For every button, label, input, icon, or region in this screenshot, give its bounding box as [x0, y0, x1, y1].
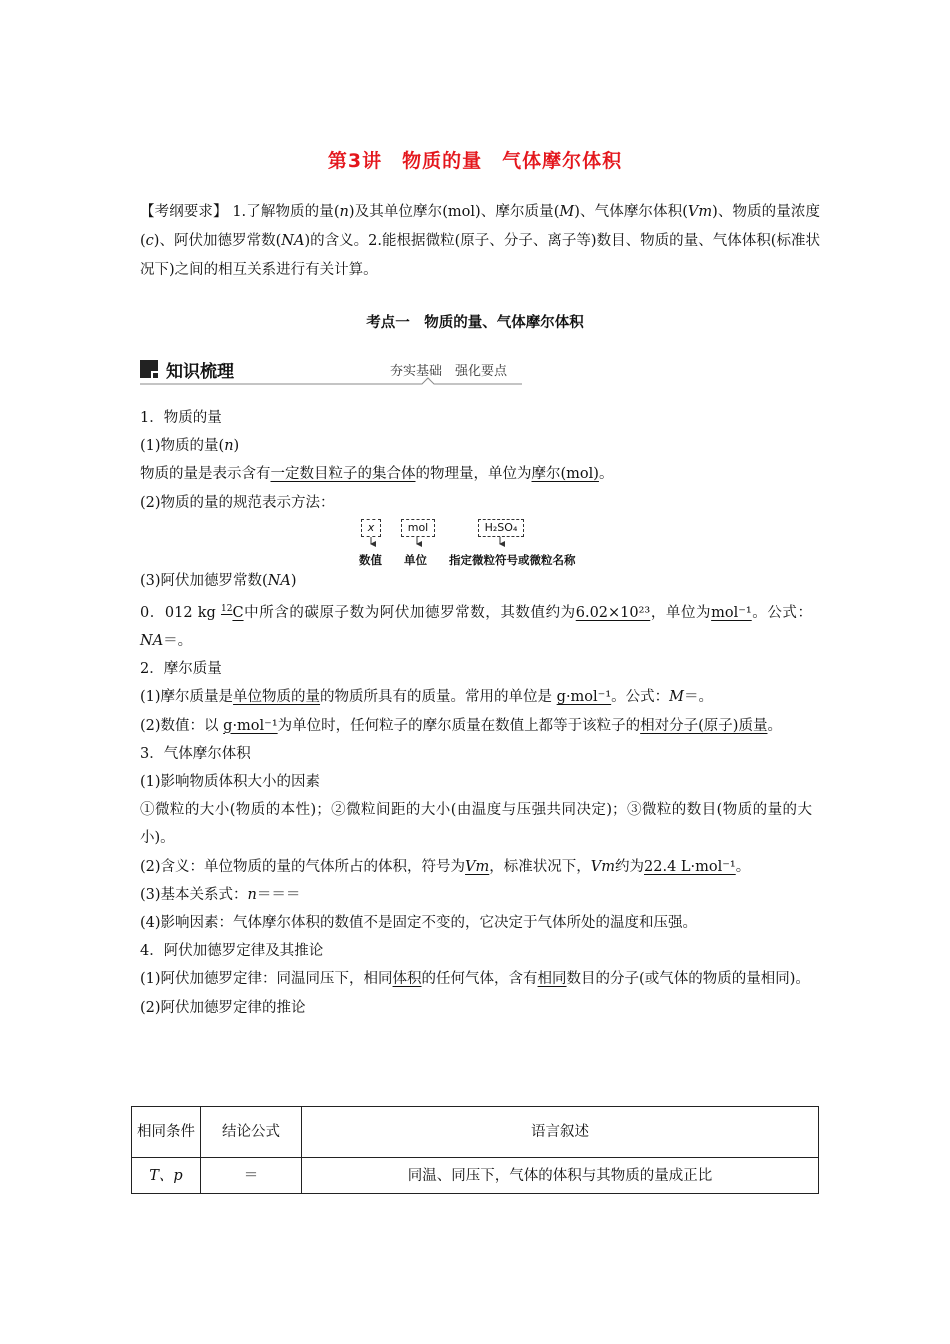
exam-requirements: 【考纲要求】 1.了解物质的量(n)及其单位摩尔(mol)、摩尔质量(M)、气体摩尔体积(Vm)、物质的量浓度(c)、阿伏加德罗常数(NA)的含义。2.能根据微粒(原子、分子、离子等)数目、物质的量、气体体积(标准状况下)之间的相互关系进行有关计算。: [140, 204, 820, 278]
paragraph: (2)物质的量的规范表示方法：: [140, 494, 335, 511]
avogadro-inference-table: [131, 1106, 819, 1194]
answer-blank: 相同: [537, 971, 567, 988]
table-row: [132, 1158, 819, 1194]
paragraph: (3)阿伏加德罗常数(NA): [140, 572, 297, 589]
table-header: 相同条件: [132, 1107, 201, 1158]
heading-1: 1．物质的量: [140, 410, 222, 426]
paragraph: (3)基本关系式：n＝＝＝: [140, 886, 301, 903]
heading-2: 2．摩尔质量: [140, 661, 222, 678]
requirements-label: 【考纲要求】: [140, 204, 228, 220]
table-header: 结论公式: [201, 1107, 302, 1158]
answer-blank: 摩尔(mol): [531, 466, 599, 483]
paragraph: (2)含义：单位物质的量的气体所占的体积，符号为Vm，标准状况下，Vm约为22.4 L·mol⁻¹。: [140, 858, 751, 875]
heading-4: 4．阿伏加德罗定律及其推论: [140, 943, 324, 960]
answer-blank: 22.4 L·mol⁻¹: [644, 858, 736, 875]
paragraph: (2)数值：以 g·mol⁻¹为单位时，任何粒子的摩尔质量在数值上都等于该粒子的相对分子(原子)质量。: [140, 717, 782, 734]
table-cell: T、p: [132, 1158, 201, 1194]
table-cell: ＝: [201, 1158, 302, 1194]
banner-title: 知识梳理: [166, 362, 234, 382]
answer-blank: 一定数目粒子的集合体: [270, 466, 416, 483]
value-label: 数值: [359, 552, 382, 567]
banner-underline: [140, 376, 522, 388]
answer-blank: g·mol⁻¹: [223, 717, 278, 734]
paragraph: (1)物质的量(n): [140, 438, 240, 455]
table-header: 语言叙述: [302, 1107, 819, 1158]
paragraph: (4)影响因素：气体摩尔体积的数值不是固定不变的，它决定于气体所处的温度和压强。: [140, 915, 698, 932]
page-title: 第3讲 物质的量 气体摩尔体积: [327, 150, 623, 172]
paragraph: (1)摩尔质量是单位物质的量的物质所具有的质量。常用的单位是 g·mol⁻¹。公式：M＝。: [140, 689, 713, 706]
answer-blank: 6.02×10²³: [575, 604, 651, 621]
particle-box: H₂SO₄: [478, 519, 524, 537]
paragraph: 物质的量是表示含有一定数目粒子的集合体的物理量，单位为摩尔(mol)。: [140, 466, 614, 483]
notation-diagram: [140, 517, 812, 567]
answer-blank: Vm: [465, 858, 490, 875]
heading-3: 3．气体摩尔体积: [140, 745, 251, 762]
paragraph: (2)阿伏加德罗定律的推论: [140, 999, 306, 1016]
section-title: 考点一 物质的量、气体摩尔体积: [366, 315, 584, 331]
value-box: x: [361, 519, 381, 537]
answer-blank: g·mol⁻¹: [556, 689, 612, 706]
paragraph: 0．012 kg $^{12}$C中所含的碳原子数为阿伏加德罗常数，其数值约为6.02×10²³，单位为mol⁻¹。公式：NA＝。: [140, 604, 813, 650]
table-header-row: [132, 1107, 819, 1158]
banner-subtitle: 夯实基础 强化要点: [390, 364, 508, 379]
paragraph: (1)影响物质体积大小的因素: [140, 774, 321, 791]
answer-blank: 单位物质的量: [233, 689, 321, 706]
table-cell: 同温、同压下，气体的体积与其物质的量成正比: [302, 1158, 819, 1194]
paragraph: ①微粒的大小(物质的本性)；②微粒间距的大小(由温度与压强共同决定)；③微粒的数目(物质的量的大小)。: [140, 802, 812, 847]
content-body: [140, 404, 812, 1022]
particle-label: 指定微粒符号或微粒名称: [449, 552, 576, 567]
answer-blank: 体积: [392, 971, 422, 988]
unit-box: mol: [401, 519, 435, 537]
knowledge-banner: [140, 356, 522, 388]
paragraph: (1)阿伏加德罗定律：同温同压下，相同体积的任何气体，含有相同数目的分子(或气体的物质的量相同)。: [140, 971, 810, 988]
unit-label: 单位: [404, 552, 427, 567]
answer-blank: mol⁻¹: [711, 604, 752, 621]
answer-blank: 相对分子(原子)质量: [640, 717, 768, 734]
